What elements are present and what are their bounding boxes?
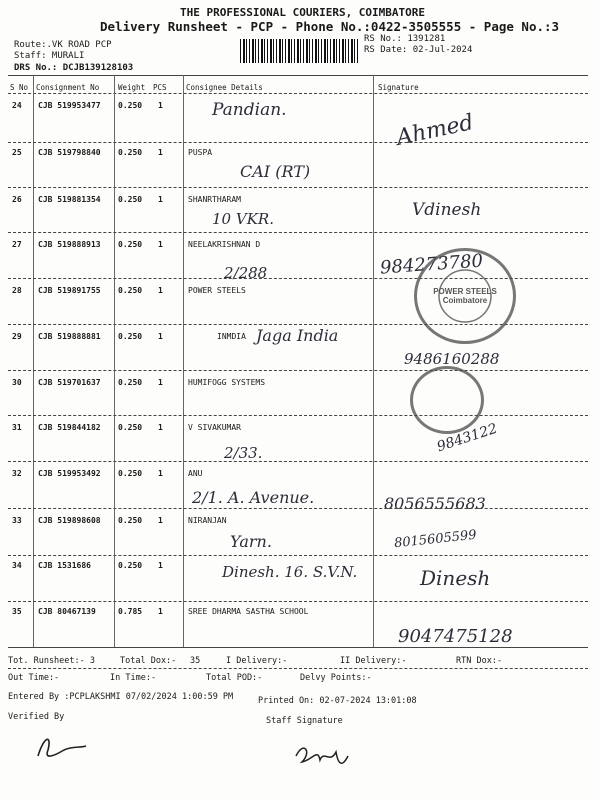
row-sno: 24 (12, 101, 22, 110)
i-delivery: I Delivery:- (226, 656, 288, 666)
row-weight: 0.785 (118, 607, 143, 616)
row-pcs: 1 (158, 423, 163, 432)
printed-on: Printed On: 02-07-2024 13:01:08 (258, 696, 417, 706)
row-signature: Vdinesh (412, 200, 482, 220)
col-divider (114, 75, 115, 647)
verified-by: Verified By (8, 712, 65, 722)
col-pcs: PCS (153, 83, 167, 92)
rs-date: RS Date: 02-Jul-2024 (364, 45, 473, 55)
row-signature: 8015605599 (393, 527, 478, 552)
row-handwritten-note: Yarn. (230, 532, 272, 551)
row-weight: 0.250 (118, 240, 143, 249)
row-consignment: CJB 519953477 (38, 101, 101, 110)
company-stamp (414, 248, 516, 344)
rtn-dox: RTN Dox:- (456, 656, 503, 666)
row-weight: 0.250 (118, 561, 143, 570)
row-signature: 9486160288 (404, 350, 500, 368)
barcode (240, 39, 358, 63)
row-pcs: 1 (158, 195, 163, 204)
row-sno: 34 (12, 561, 22, 570)
row-sno: 31 (12, 423, 22, 432)
staff-signature-label: Staff Signature (266, 716, 343, 726)
row-consignee: HUMIFOGG SYSTEMS (188, 378, 266, 387)
row-weight: 0.250 (118, 423, 143, 432)
total-dox-label: Total Dox:- (120, 656, 177, 666)
total-runsheet: Tot. Runsheet:- 3 (8, 656, 95, 666)
row-rule (8, 461, 588, 462)
total-pod: Total POD:- (206, 673, 263, 683)
row-signature: 9843122 (435, 420, 500, 456)
row-consignee: SREE DHARMA SASTHA SCHOOL (188, 607, 309, 616)
row-handwritten-note: 10 VKR. (212, 210, 274, 228)
col-weight: Weight (118, 83, 146, 92)
row-pcs: 1 (158, 607, 163, 616)
row-consignment: CJB 519701637 (38, 378, 101, 387)
row-sno: 30 (12, 378, 22, 387)
row-pcs: 1 (158, 101, 163, 110)
row-pcs: 1 (158, 516, 163, 525)
delvy-points: Delvy Points:- (300, 673, 372, 683)
row-handwritten-note: 2/1. A. Avenue. (192, 488, 315, 507)
row-sno: 25 (12, 148, 22, 157)
row-consignee: PUSPA (188, 148, 213, 157)
row-consignee: ANU (188, 469, 203, 478)
row-rule (8, 555, 588, 556)
row-handwritten-note: 2/33. (224, 444, 263, 462)
row-pcs: 1 (158, 286, 163, 295)
row-rule (8, 601, 588, 602)
entered-by: Entered By :PCPLAKSHMI 07/02/2024 1:00:59 PM (8, 692, 234, 702)
row-pcs: 1 (158, 148, 163, 157)
row-consignment: CJB 519888913 (38, 240, 101, 249)
second-stamp (410, 366, 484, 434)
row-consignee: NIRANJAN (188, 516, 227, 525)
runsheet-title: Delivery Runsheet - PCP - Phone No.:0422-3505555 - Page No.:3 (100, 19, 560, 34)
row-handwritten-note: CAI (RT) (240, 162, 311, 181)
row-pcs: 1 (158, 378, 163, 387)
row-handwritten-note: 2/288 (224, 264, 268, 282)
row-handwritten-note: Dinesh. 16. S.V.N. (222, 563, 358, 581)
row-consignment: CJB 519891755 (38, 286, 101, 295)
drs-number: DRS No.: DCJB139128103 (14, 63, 134, 73)
row-sno: 33 (12, 516, 22, 525)
row-sno: 28 (12, 286, 22, 295)
row-signature: Ahmed (394, 110, 476, 151)
row-consignment: CJB 80467139 (38, 607, 96, 616)
col-divider (33, 75, 34, 647)
row-signature: 984273780 (379, 250, 484, 279)
row-rule (8, 415, 588, 416)
row-rule (8, 508, 588, 509)
in-time: In Time:- (110, 673, 157, 683)
header-rule-bottom (8, 93, 588, 94)
row-consignment: CJB 519881354 (38, 195, 101, 204)
row-consignee: INMDIA (217, 332, 246, 341)
row-consignee: SHANRTHARAM (188, 195, 241, 204)
row-consignment: CJB 519888881 (38, 332, 101, 341)
row-rule (8, 232, 588, 233)
row-pcs: 1 (158, 240, 163, 249)
row-sno: 32 (12, 469, 22, 478)
col-divider (183, 75, 184, 647)
rs-number: RS No.: 1391281 (364, 34, 446, 44)
row-consignment: CJB 519844182 (38, 423, 101, 432)
row-consignee: NEELAKRISHNAN D (188, 240, 261, 249)
row-pcs: 1 (158, 332, 163, 341)
row-consignment: CJB 519898608 (38, 516, 101, 525)
route: Route:.VK ROAD PCP (14, 40, 112, 50)
row-consignment: CJB 519953492 (38, 469, 101, 478)
row-weight: 0.250 (118, 195, 143, 204)
col-sno: S No (10, 83, 29, 92)
row-weight: 0.250 (118, 378, 143, 387)
row-handwritten-note: Jaga India (256, 326, 339, 345)
footer-rule (8, 668, 588, 669)
row-signature: Dinesh (420, 566, 491, 590)
row-rule (8, 142, 588, 143)
total-dox-value: 35 (190, 656, 201, 666)
row-consignee: V SIVAKUMAR (188, 423, 241, 432)
row-consignment: CJB 1531686 (38, 561, 91, 570)
row-sno: 26 (12, 195, 22, 204)
header-rule (8, 75, 588, 76)
col-divider (373, 75, 374, 647)
ii-delivery: II Delivery:- (340, 656, 407, 666)
staff-signature-icon (290, 734, 360, 774)
row-weight: 0.250 (118, 516, 143, 525)
staff-name: Staff: MURALI (14, 51, 85, 61)
row-weight: 0.250 (118, 101, 143, 110)
row-signature: 9047475128 (398, 626, 513, 647)
company-title: THE PROFESSIONAL COURIERS, COIMBATORE (180, 6, 426, 19)
verifier-signature-icon (30, 726, 90, 766)
row-pcs: 1 (158, 469, 163, 478)
row-weight: 0.250 (118, 469, 143, 478)
row-sno: 35 (12, 607, 22, 616)
row-weight: 0.250 (118, 286, 143, 295)
row-rule (8, 187, 588, 188)
stamp-text: POWER STEELS Coimbatore (433, 287, 497, 305)
col-consignee: Consignee Details (186, 83, 263, 92)
row-rule (8, 370, 588, 371)
row-signature: 8056555683 (384, 494, 486, 513)
row-weight: 0.250 (118, 332, 143, 341)
row-handwritten-note: Pandian. (212, 100, 287, 120)
col-consignment: Consignment No (36, 83, 100, 92)
row-consignee: POWER STEELS (188, 286, 246, 295)
out-time: Out Time:- (8, 673, 60, 683)
col-signature: Signature (378, 83, 419, 92)
row-sno: 27 (12, 240, 22, 249)
row-pcs: 1 (158, 561, 163, 570)
row-weight: 0.250 (118, 148, 143, 157)
row-sno: 29 (12, 332, 22, 341)
table-bottom-rule (8, 647, 588, 648)
row-consignment: CJB 519798840 (38, 148, 101, 157)
